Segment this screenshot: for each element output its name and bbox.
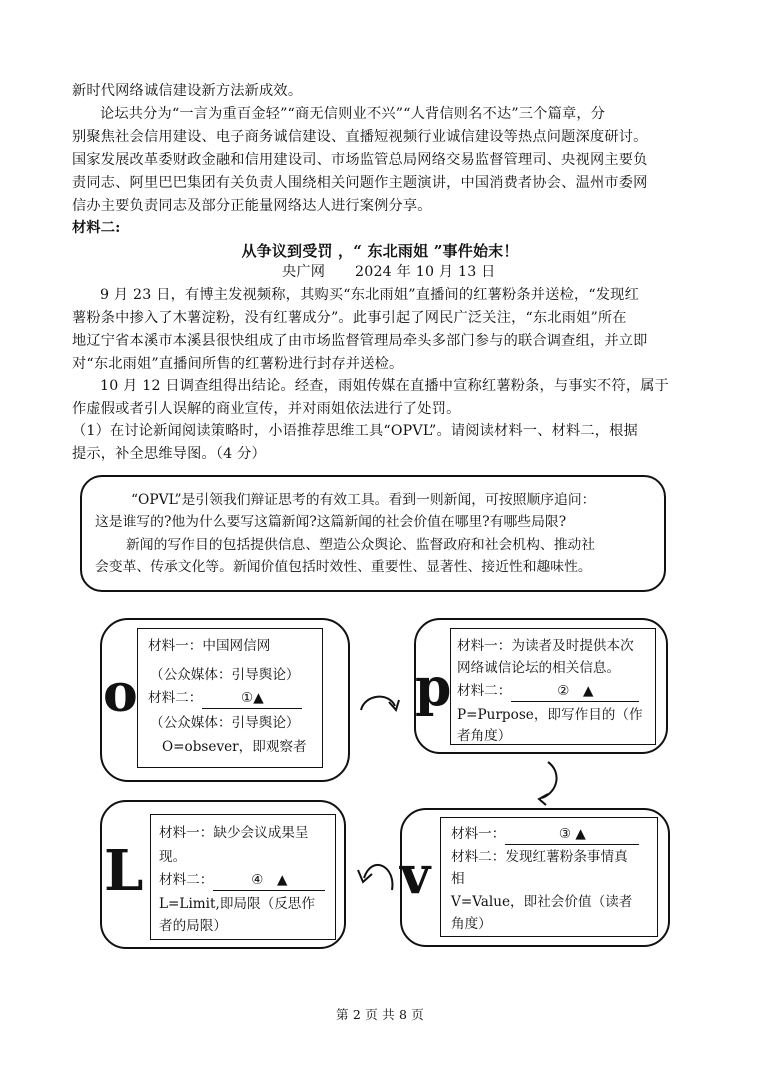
text-line: 作虚假或者引人误解的商业宣传，并对雨姐依法进行了处罚。	[72, 401, 461, 417]
hint-text: 会变革、传承文化等。新闻价值包括时效性、重要性、显著性、接近性和趣味性。	[95, 559, 592, 575]
box-l-prefix: 材料二：	[159, 872, 214, 888]
text-line: 信办主要负责同志及部分正能量网络达人进行案例分享。	[72, 198, 432, 214]
text-line: 10 月 12 日调查组得出结论。经查，雨姐传媒在直播中宣称红薯粉条，与事实不符，属于	[100, 378, 669, 394]
box-v-line: 相	[451, 871, 465, 887]
answer-blank-3[interactable]: ③ ▲	[505, 824, 639, 845]
box-o-line	[148, 688, 302, 709]
hint-text: 新闻的写作目的包括提供信息、塑造公众舆论、监督政府和社会机构、推动社	[126, 537, 596, 553]
text-line: 薯粉条中掺入了木薯淀粉，没有红薯成分”。此事引起了网民广泛关注，“东北雨姐”所在	[72, 310, 627, 326]
answer-blank-2[interactable]: ② ▲	[511, 681, 639, 702]
material-heading: 材料二:	[72, 220, 121, 236]
article-date: 2024 年 10 月 13 日	[355, 264, 496, 280]
text-line: 地辽宁省本溪市本溪县很快组成了由市场监督管理局牵头多部门参与的联合调查组，并立即	[72, 333, 648, 349]
box-o-line: 材料一：中国网信网	[148, 638, 271, 654]
box-l-line: L=Limit,即局限（反思作	[159, 896, 315, 912]
question-text: （1）在讨论新闻阅读策略时，小语推荐思维工具“OPVL”。请阅读材料一、材料二，根据	[72, 423, 638, 439]
box-o-line: （公众媒体：引导舆论）	[150, 715, 300, 731]
answer-blank-1[interactable]: ①▲	[202, 688, 302, 709]
letter-l: L	[104, 838, 144, 904]
page-footer: 第 2 页 共 8 页	[336, 1007, 424, 1022]
box-v-line	[451, 824, 639, 845]
box-l-line	[159, 870, 325, 891]
box-p-line	[457, 681, 639, 702]
answer-blank-4[interactable]: ④ ▲	[213, 870, 325, 891]
box-l-line: 现。	[159, 849, 187, 865]
text-line: 别聚焦社会信用建设、电子商务诚信建设、直播短视频行业诚信建设等热点问题深度研讨。	[72, 129, 648, 145]
box-p-line: 者角度）	[457, 728, 512, 744]
curved-arrow-right-icon	[355, 688, 405, 728]
letter-p: p	[415, 657, 452, 718]
text-line: 新时代网络诚信建设新方法新成效。	[72, 83, 303, 99]
text-line: 国家发展改革委财政金融和信用建设司、市场监管总局网络交易监督管理司、央视网主要负	[72, 152, 648, 168]
text-line: 9 月 23 日，有博主发视频称，其购买“东北雨姐”直播间的红薯粉条并送检，“发现红	[100, 287, 639, 303]
text-line: 论坛共分为“一言为重百金轻”“商无信则业不兴”“人背信则名不达”三个篇章，分	[100, 106, 606, 122]
question-text: 提示，补全思维导图。（4 分）	[72, 446, 266, 462]
box-p-line: 网络诚信论坛的相关信息。	[457, 660, 621, 676]
box-v-line: 角度）	[451, 916, 492, 932]
box-l-line: 者的局限）	[159, 918, 227, 934]
text-line: 对“东北雨姐”直播间所售的红薯粉进行封存并送检。	[72, 356, 404, 372]
box-o-line: O=obsever，即观察者	[162, 739, 307, 755]
letter-v: v	[400, 845, 431, 906]
hint-text: 这是谁写的?他为什么要写这篇新闻?这篇新闻的社会价值在哪里?有哪些局限?	[95, 514, 567, 530]
box-v-line: 材料二：发现红薯粉条事情真	[451, 849, 628, 865]
hint-text: “OPVL”是引领我们辩证思考的有效工具。看到一则新闻，可按照顺序追问：	[131, 492, 596, 508]
curved-arrow-left-icon	[352, 850, 402, 896]
article-source: 央广网	[282, 264, 326, 280]
box-p-line: P=Purpose，即写作目的（作	[457, 707, 643, 723]
text-line: 责同志、阿里巴巴集团有关负责人围绕相关问题作主题演讲，中国消费者协会、温州市委网	[72, 175, 648, 191]
box-o-line: （公众媒体：引导舆论）	[150, 667, 300, 683]
box-v-line: V=Value，即社会价值（读者	[451, 894, 633, 910]
box-p-line: 材料一：为读者及时提供本次	[457, 638, 634, 654]
box-v-prefix: 材料一：	[451, 826, 506, 842]
box-o-prefix: 材料二：	[148, 690, 203, 706]
curved-arrow-down-icon	[528, 760, 568, 806]
letter-o: o	[103, 663, 138, 724]
box-p-prefix: 材料二：	[457, 683, 512, 699]
article-title: 从争议到受罚 ，“ 东北雨姐 ”事件始末！	[241, 242, 519, 260]
box-l-line: 材料一：缺少会议成果呈	[159, 825, 309, 841]
